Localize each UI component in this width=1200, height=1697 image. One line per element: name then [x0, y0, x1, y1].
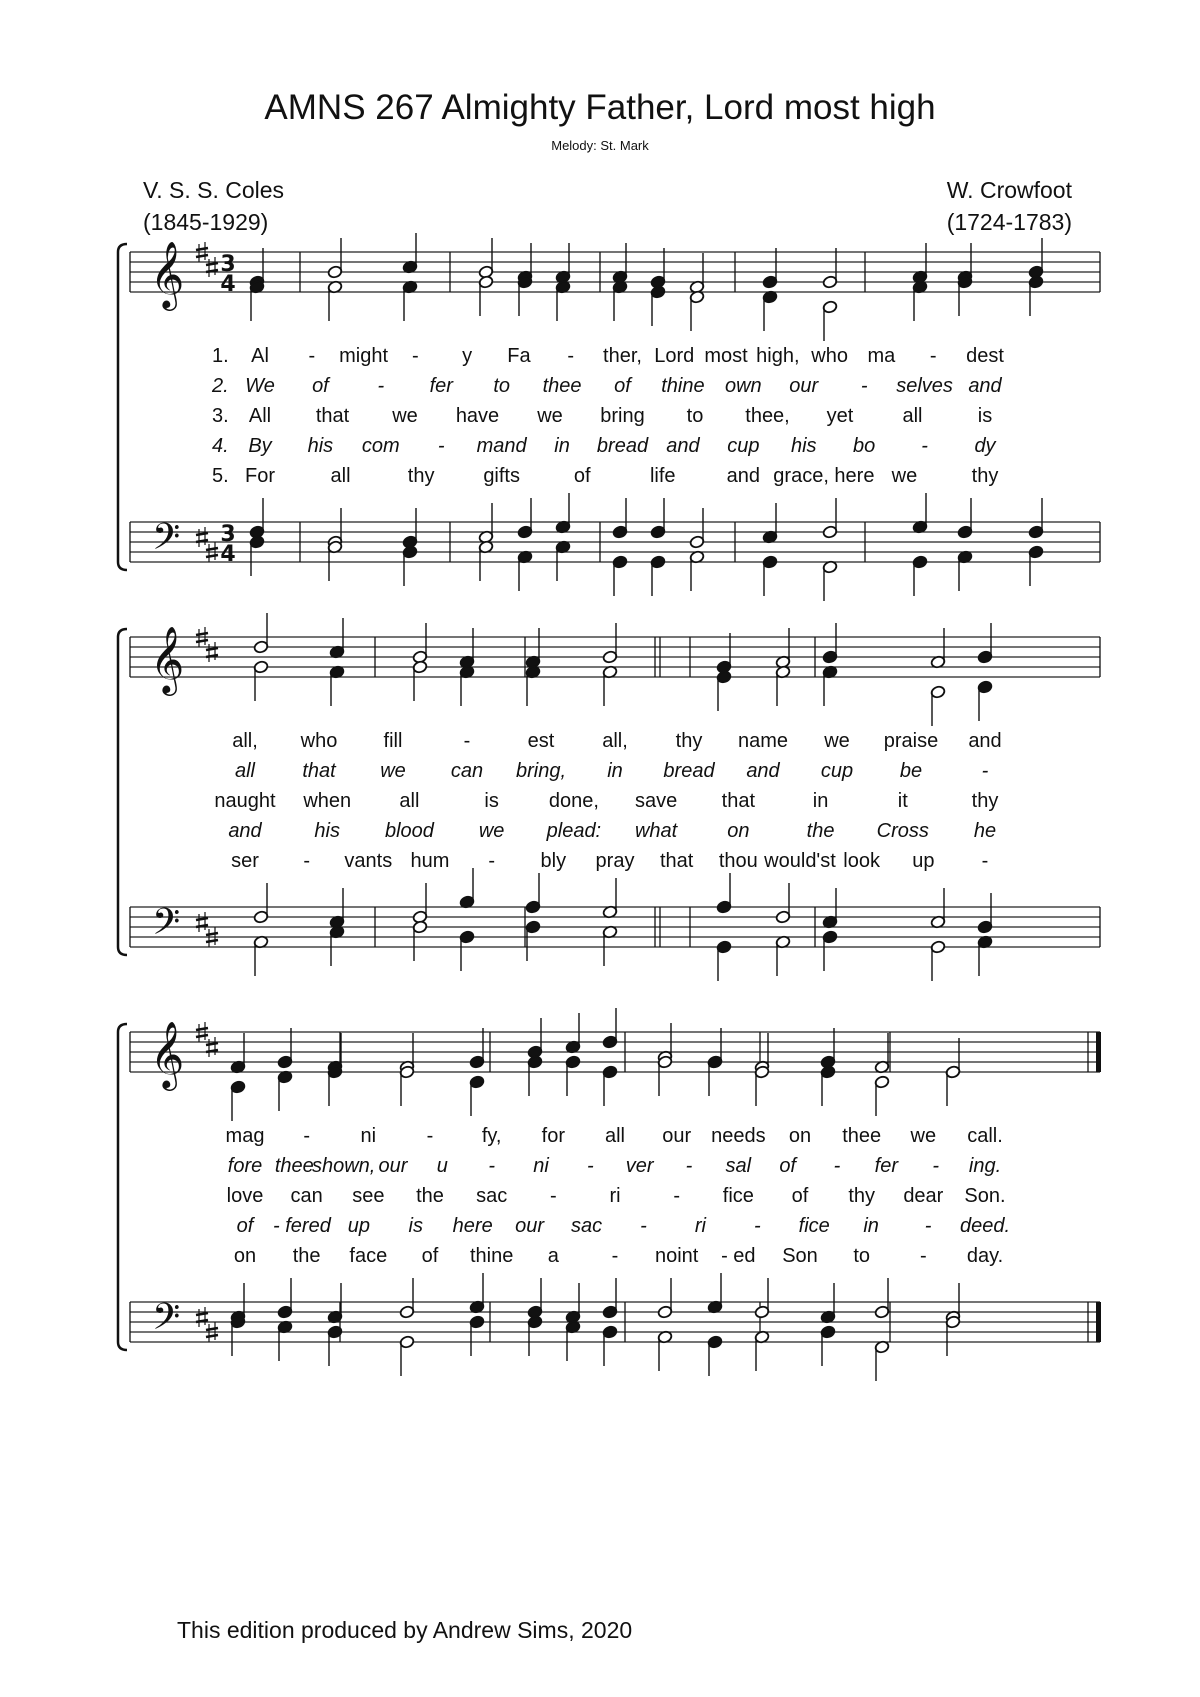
- lyric-syllable: thee: [542, 375, 582, 397]
- lyric-syllable: Al: [251, 345, 269, 367]
- lyric-syllable: ther,: [603, 345, 642, 367]
- lyric-syllable: have: [455, 405, 500, 427]
- lyric-syllable: ri: [694, 1215, 706, 1237]
- lyric-syllable: bread: [596, 435, 649, 457]
- lyric-syllable: hum: [410, 850, 450, 872]
- lyric-syllable: all: [902, 405, 923, 427]
- music-system-3: [130, 1020, 1100, 1410]
- lyric-syllable: bly: [540, 850, 567, 872]
- lyric-syllable: thine: [661, 375, 705, 397]
- hyphen: -: [412, 345, 419, 367]
- lyric-syllable: that: [302, 760, 336, 782]
- sharp-icon: [206, 642, 218, 662]
- verse-line: [130, 465, 1100, 495]
- hyphen: -: [673, 1185, 680, 1207]
- hyphen: -: [426, 1125, 434, 1147]
- lyric-syllable: Fa: [507, 345, 531, 367]
- lyric-syllable: is: [977, 405, 993, 427]
- lyric-syllable: sac: [476, 1185, 508, 1207]
- lyric-syllable: naught: [214, 790, 276, 812]
- verse-line: [130, 760, 1100, 790]
- lyric-syllable: a: [547, 1245, 559, 1267]
- hymn-title: AMNS 267 Almighty Father, Lord most high: [264, 88, 936, 127]
- lyric-syllable: the: [806, 820, 835, 842]
- hyphen: -: [919, 1245, 927, 1267]
- lyric-syllable: all: [330, 465, 351, 487]
- hyphen: -: [303, 1125, 310, 1147]
- lyric-syllable: mand: [476, 435, 527, 457]
- verse-line: [130, 375, 1100, 405]
- verse-line: [130, 1125, 1100, 1155]
- lyric-syllable: all: [604, 1125, 626, 1147]
- lyric-syllable: who: [300, 730, 338, 752]
- lyric-syllable: of: [779, 1155, 796, 1177]
- lyric-syllable: and: [666, 435, 700, 457]
- lyric-syllable: thee: [274, 1155, 314, 1177]
- sharp-stroke: [206, 548, 218, 550]
- treble-clef-icon: 𝄞: [150, 625, 185, 693]
- verse-number: 2.: [212, 375, 229, 397]
- time-signature-bottom: 4: [220, 272, 236, 297]
- lyric-syllable: cup: [820, 760, 854, 782]
- sharp-icon: [196, 1307, 208, 1327]
- lyric-syllable: ni: [533, 1155, 549, 1177]
- lyric-syllable: fice: [798, 1215, 830, 1237]
- lyric-syllable: plead:: [546, 820, 602, 842]
- lyric-syllable: Lord: [654, 345, 695, 367]
- lyric-syllable: might: [339, 345, 389, 367]
- lyric-syllable: in: [607, 760, 623, 782]
- verse-number: 3.: [212, 405, 229, 427]
- lyric-syllable: our: [662, 1125, 692, 1147]
- lyric-syllable: thy: [675, 730, 703, 752]
- sharp-stroke: [206, 648, 218, 650]
- lyric-syllable: and: [228, 820, 262, 842]
- composer-dates: (1724-1783): [946, 209, 1072, 235]
- lyric-syllable: we: [824, 730, 850, 752]
- lyric-syllable: thy: [407, 465, 435, 487]
- verse-line: [130, 850, 1100, 880]
- lyric-syllable: com: [361, 435, 400, 457]
- hyphen: -: [308, 345, 316, 367]
- lyric-syllable: his: [790, 435, 817, 457]
- lyric-syllable: for: [541, 1125, 565, 1147]
- lyric-syllable: mag: [225, 1125, 265, 1147]
- sharp-stroke: [196, 640, 208, 642]
- lyric-syllable: of: [791, 1185, 809, 1207]
- lyric-syllable: ma: [867, 345, 896, 367]
- lyric-syllable: pray: [595, 850, 635, 872]
- lyric-syllable: on: [788, 1125, 812, 1147]
- lyric-syllable: bring,: [515, 760, 567, 782]
- lyric-syllable: sal: [725, 1155, 752, 1177]
- lyric-syllable: would'st: [764, 850, 836, 872]
- verse-line: [130, 1155, 1100, 1185]
- verse-line: [130, 345, 1100, 375]
- hyphen: -: [929, 345, 937, 367]
- lyric-syllable: selves: [896, 375, 953, 397]
- edition-credit: This edition produced by Andrew Sims, 2020: [177, 1617, 633, 1643]
- lyric-syllable: of: [312, 375, 329, 397]
- lyric-syllable: fy,: [481, 1125, 502, 1147]
- lyric-syllable: fer: [874, 1155, 898, 1177]
- lyric-syllable: grace, here: [773, 465, 875, 487]
- hyphen: -: [860, 375, 868, 397]
- hyphen: -: [611, 1245, 619, 1267]
- author-name: V. S. S. Coles: [143, 177, 285, 203]
- hyphen: -: [981, 760, 989, 782]
- lyric-syllable: yet: [826, 405, 854, 427]
- lyric-syllable: We: [245, 375, 275, 397]
- music-system-1: [130, 240, 1100, 630]
- melody-name: Melody: St. Mark: [551, 138, 649, 153]
- lyric-syllable: it: [897, 790, 908, 812]
- verse-line: [130, 435, 1100, 465]
- lyric-syllable: and: [968, 730, 1002, 752]
- sharp-stroke: [206, 263, 218, 265]
- lyric-syllable: praise: [883, 730, 939, 752]
- sharp-icon: [196, 912, 208, 932]
- composer-name: W. Crowfoot: [946, 177, 1072, 203]
- lyric-syllable: ver: [625, 1155, 654, 1177]
- lyrics-block: [130, 345, 1100, 495]
- hyphen: -: [303, 850, 310, 872]
- lyric-syllable: love: [226, 1185, 264, 1207]
- lyric-syllable: our: [378, 1155, 408, 1177]
- lyric-syllable: we: [392, 405, 418, 427]
- sharp-stroke: [196, 633, 208, 635]
- lyric-syllable: and: [968, 375, 1002, 397]
- sharp-stroke: [196, 1313, 208, 1315]
- lyric-syllable: thy: [848, 1185, 875, 1207]
- lyric-syllable: cup: [727, 435, 760, 457]
- sharp-stroke: [206, 1328, 218, 1330]
- lyric-syllable: to: [853, 1245, 870, 1267]
- lyric-syllable: bread: [663, 760, 715, 782]
- hyphen: -: [586, 1155, 594, 1177]
- lyric-syllable: u: [436, 1155, 448, 1177]
- lyric-syllable: we: [910, 1125, 937, 1147]
- lyric-syllable: in: [812, 790, 829, 812]
- music-system-2: [130, 625, 1100, 1015]
- lyric-syllable: that: [315, 405, 350, 427]
- lyric-syllable: bo: [853, 435, 876, 457]
- sharp-stroke: [196, 918, 208, 920]
- lyric-syllable: life: [649, 465, 676, 487]
- lyric-syllable: deed.: [959, 1215, 1011, 1237]
- final-barline: [1096, 1302, 1101, 1342]
- lyric-syllable: face: [349, 1245, 388, 1267]
- bass-clef-icon: 𝄢: [152, 1296, 181, 1347]
- lyric-syllable: By: [248, 435, 272, 457]
- lyric-syllable: here: [452, 1215, 493, 1237]
- author-dates: (1845-1929): [143, 209, 269, 235]
- lyric-syllable: on: [727, 820, 750, 842]
- lyric-syllable: save: [634, 790, 678, 812]
- final-barline: [1096, 1032, 1101, 1072]
- system-bracket: [118, 629, 127, 955]
- hyphen: -: [833, 1155, 841, 1177]
- lyric-syllable: Cross: [876, 820, 929, 842]
- lyric-syllable: on: [233, 1245, 257, 1267]
- lyric-syllable: most: [704, 345, 748, 367]
- lyric-syllable: can: [290, 1185, 323, 1207]
- sharp-stroke: [206, 555, 218, 557]
- lyric-syllable: call.: [967, 1125, 1003, 1147]
- sharp-stroke: [196, 1028, 208, 1030]
- lyric-syllable: Son.: [964, 1185, 1006, 1207]
- lyric-syllable: sac: [570, 1215, 603, 1237]
- lyric-syllable: dy: [974, 435, 996, 457]
- lyric-syllable: we: [891, 465, 918, 487]
- hyphen: -: [437, 435, 445, 457]
- bass-clef-icon: 𝄢: [152, 516, 181, 567]
- lyric-syllable: thy: [971, 790, 999, 812]
- lyric-syllable: dest: [966, 345, 1004, 367]
- treble-clef-icon: 𝄞: [150, 1020, 185, 1088]
- lyric-syllable: day.: [966, 1245, 1004, 1267]
- lyric-syllable: shown,: [311, 1155, 376, 1177]
- sharp-stroke: [206, 1043, 218, 1045]
- lyric-syllable: ser: [231, 850, 259, 872]
- lyric-syllable: we: [478, 820, 505, 842]
- hyphen: -: [377, 375, 385, 397]
- time-signature-top: 3: [220, 522, 236, 547]
- lyric-syllable: up: [347, 1215, 370, 1237]
- verse-line: [130, 730, 1100, 760]
- lyric-syllable: Son: [782, 1245, 818, 1267]
- verse-line: [130, 1185, 1100, 1215]
- lyric-syllable: to: [686, 405, 704, 427]
- lyrics-block: [130, 730, 1100, 880]
- verse-line: [130, 405, 1100, 435]
- lyric-syllable: noint: [654, 1245, 699, 1267]
- sharp-stroke: [196, 533, 208, 535]
- lyric-syllable: of: [421, 1245, 439, 1267]
- time-signature-bottom: 4: [220, 542, 236, 567]
- lyric-syllable: ri: [609, 1185, 621, 1207]
- lyric-syllable: look: [843, 850, 881, 872]
- lyric-syllable: to: [493, 375, 510, 397]
- hyphen: -: [924, 1215, 932, 1237]
- lyric-syllable: dear: [903, 1185, 944, 1207]
- lyric-syllable: all: [234, 760, 256, 782]
- lyric-syllable: can: [450, 760, 484, 782]
- lyric-syllable: bring: [600, 405, 645, 427]
- lyrics-block: [130, 1125, 1100, 1275]
- lyric-syllable: vants: [344, 850, 393, 872]
- lyric-syllable: of: [614, 375, 631, 397]
- lyric-syllable: all,: [232, 730, 258, 752]
- lyric-syllable: that: [721, 790, 756, 812]
- lyric-syllable: who: [811, 345, 848, 367]
- lyric-syllable: fice: [722, 1185, 754, 1207]
- hyphen: -: [488, 1155, 495, 1177]
- lyric-syllable: - fered: [273, 1215, 331, 1237]
- lyric-syllable: the: [416, 1185, 444, 1207]
- verse-number: 1.: [212, 345, 229, 367]
- lyric-syllable: gifts: [483, 465, 520, 487]
- lyric-syllable: ni: [360, 1125, 377, 1147]
- lyric-syllable: and: [726, 465, 761, 487]
- hyphen: -: [932, 1155, 939, 1177]
- lyric-syllable: see: [352, 1185, 385, 1207]
- sharp-stroke: [196, 1035, 208, 1037]
- lyric-syllable: y: [462, 345, 473, 367]
- sharp-icon: [196, 527, 208, 547]
- time-signature-top: 3: [220, 252, 236, 277]
- lyric-syllable: est: [527, 730, 555, 752]
- verse-line: [130, 790, 1100, 820]
- sharp-icon: [206, 257, 218, 277]
- lyric-syllable: For: [245, 465, 275, 487]
- lyric-syllable: name: [737, 730, 789, 752]
- composer-credit: [947, 174, 1072, 238]
- lyric-syllable: be: [899, 760, 923, 782]
- sharp-icon: [206, 1037, 218, 1057]
- lyric-syllable: and: [746, 760, 780, 782]
- lyric-syllable: our: [515, 1215, 545, 1237]
- hyphen: -: [488, 850, 495, 872]
- lyric-syllable: his: [307, 435, 334, 457]
- hyphen: -: [685, 1155, 693, 1177]
- sharp-stroke: [206, 1335, 218, 1337]
- verse-number: 4.: [212, 435, 229, 457]
- lyric-syllable: fer: [429, 375, 453, 397]
- hyphen: -: [753, 1215, 761, 1237]
- lyric-syllable: of: [236, 1215, 254, 1237]
- lyric-syllable: thine: [469, 1245, 514, 1267]
- lyric-syllable: he: [973, 820, 997, 842]
- verse-line: [130, 820, 1100, 850]
- lyric-syllable: our: [789, 375, 819, 397]
- lyric-syllable: ing.: [968, 1155, 1002, 1177]
- lyric-syllable: that: [659, 850, 694, 872]
- lyric-syllable: own: [724, 375, 762, 397]
- sharp-stroke: [196, 255, 208, 257]
- verse-number: 5.: [212, 465, 229, 487]
- lyric-syllable: done,: [548, 790, 599, 812]
- hyphen: -: [549, 1185, 557, 1207]
- system-bracket: [118, 1024, 127, 1350]
- lyric-syllable: in: [863, 1215, 879, 1237]
- lyric-syllable: we: [380, 760, 406, 782]
- lyric-syllable: blood: [384, 820, 434, 842]
- lyric-syllable: needs: [711, 1125, 766, 1147]
- lyric-syllable: high,: [756, 345, 800, 367]
- lyric-syllable: fore: [227, 1155, 263, 1177]
- lyric-syllable: when: [303, 790, 352, 812]
- lyric-syllable: all,: [602, 730, 628, 752]
- treble-clef-icon: 𝄞: [150, 240, 185, 308]
- sharp-stroke: [206, 940, 218, 942]
- lyric-syllable: thy: [971, 465, 999, 487]
- lyric-syllable: is: [408, 1215, 423, 1237]
- lyric-syllable: what: [634, 820, 678, 842]
- lyric-syllable: All: [248, 405, 272, 427]
- lyric-syllable: the: [292, 1245, 321, 1267]
- lyric-syllable: in: [554, 435, 570, 457]
- lyric-syllable: thee: [842, 1125, 882, 1147]
- verse-line: [130, 1245, 1100, 1275]
- hyphen: -: [921, 435, 928, 457]
- hyphen: -: [640, 1215, 647, 1237]
- hyphen: -: [567, 345, 575, 367]
- lyric-syllable: thee,: [745, 405, 790, 427]
- lyric-syllable: is: [484, 790, 499, 812]
- system-bracket: [118, 244, 127, 570]
- lyric-syllable: - ed: [721, 1245, 756, 1267]
- lyric-syllable: all: [399, 790, 420, 812]
- lyric-syllable: of: [573, 465, 591, 487]
- lyric-syllable: we: [537, 405, 563, 427]
- lyric-syllable: thou: [718, 850, 758, 872]
- lyric-syllable: up: [912, 850, 935, 872]
- lyric-syllable: fill: [383, 730, 403, 752]
- lyric-syllable: his: [314, 820, 341, 842]
- sharp-stroke: [206, 933, 218, 935]
- hyphen: -: [463, 730, 471, 752]
- verse-line: [130, 1215, 1100, 1245]
- bass-clef-icon: 𝄢: [152, 901, 181, 952]
- author-credit: [143, 174, 284, 238]
- sharp-stroke: [196, 248, 208, 250]
- hyphen: -: [981, 850, 989, 872]
